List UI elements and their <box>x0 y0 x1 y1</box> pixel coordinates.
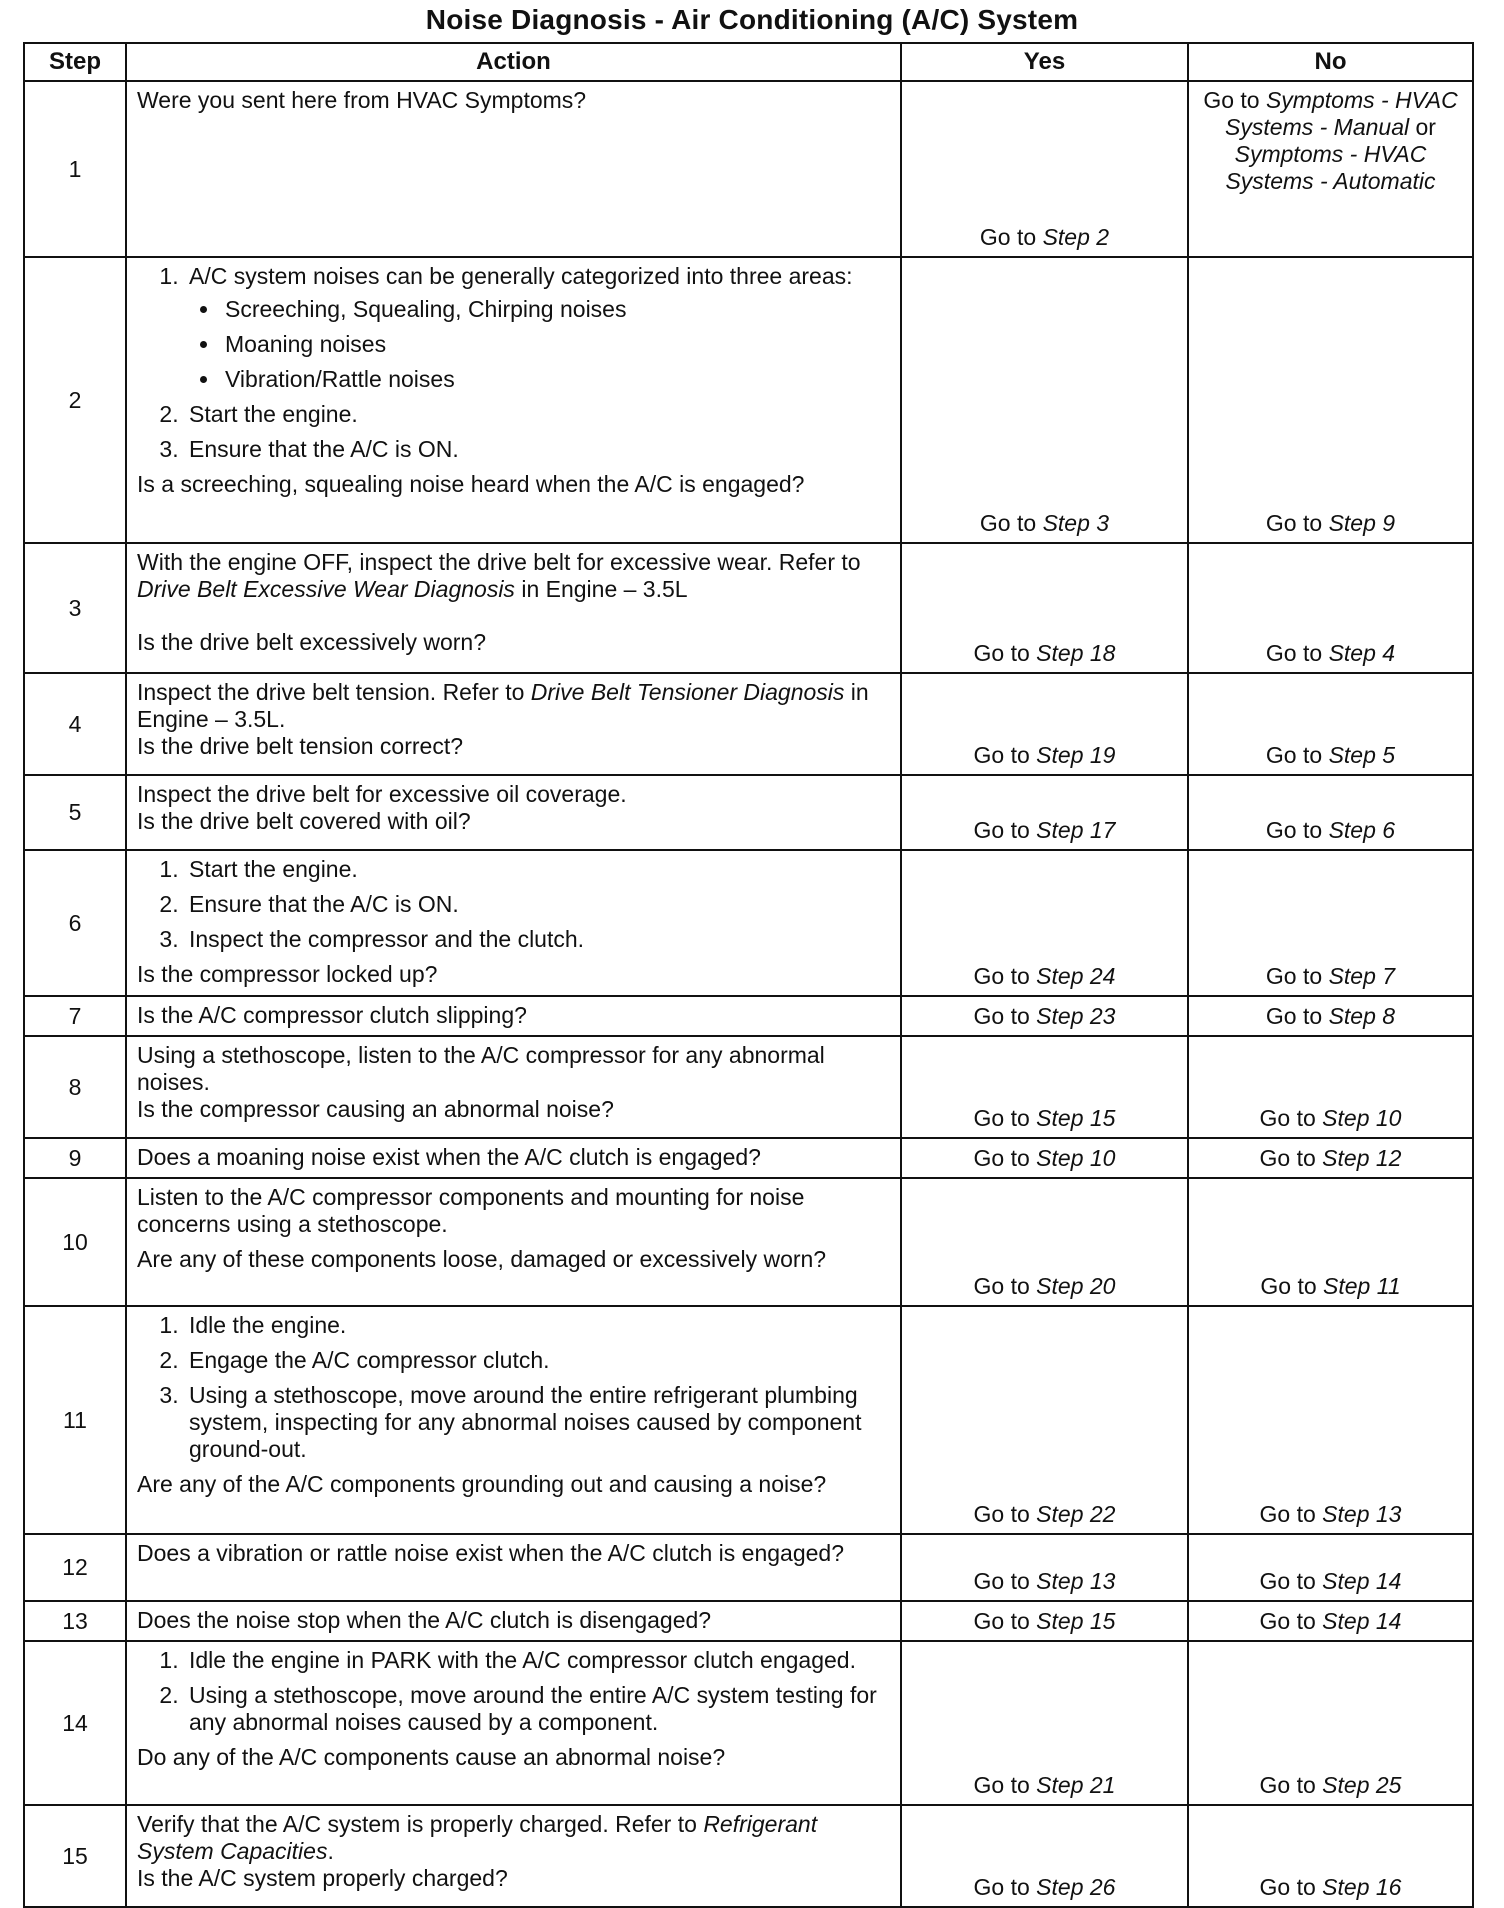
goto-text: Go to <box>1259 1501 1316 1527</box>
document-reference: Refrigerant System Capacities <box>137 1811 818 1864</box>
action-cell <box>126 850 901 996</box>
procedure-item: 2. Start the engine. <box>185 401 890 428</box>
instruction-part: in Engine – 3.5L. <box>137 679 869 732</box>
question-text: Are any of these components loose, damaged or excessively worn? <box>137 1246 827 1272</box>
procedure-item: 2. Ensure that the A/C is ON. <box>185 891 890 918</box>
procedure-item: 3. Using a stethoscope, move around the entire refrigerant plumbing system, inspecting for any abnormal noises caused by component ground-out. <box>185 1382 890 1463</box>
goto-text: Go to <box>1265 1003 1323 1029</box>
instruction-part: . <box>327 1838 334 1864</box>
instruction-text: Listen to the A/C compressor components and mounting for noise concerns using a stethoscope. <box>137 1184 805 1237</box>
step-reference: Step 19 <box>1036 742 1116 768</box>
goto-text: Go to <box>1203 87 1260 113</box>
question-text: Is the drive belt excessively worn? <box>137 629 486 655</box>
step-reference: Step 8 <box>1328 1003 1396 1029</box>
goto-text: Go to <box>1265 510 1323 536</box>
step-reference: Step 15 <box>1036 1105 1116 1131</box>
goto-text: Go to <box>1259 1568 1316 1594</box>
step-number: 4 <box>24 673 126 775</box>
instruction-text <box>137 679 890 733</box>
table-row <box>24 1534 1473 1601</box>
table-row <box>24 1178 1473 1306</box>
header-action: Action <box>126 43 901 81</box>
yes-cell <box>901 1178 1188 1306</box>
step-number: 14 <box>24 1641 126 1805</box>
step-reference: Step 5 <box>1328 742 1396 768</box>
no-cell <box>1188 850 1473 996</box>
question-text: Is the A/C compressor clutch slipping? <box>137 1002 527 1028</box>
instruction-part: in Engine – 3.5L <box>514 576 688 602</box>
document-reference: Drive Belt Tensioner Diagnosis <box>530 679 845 705</box>
step-number: 2 <box>24 257 126 543</box>
procedure-item: 1. Idle the engine in PARK with the A/C compressor clutch engaged. <box>185 1647 890 1674</box>
noise-category: • Moaning noises <box>221 331 890 358</box>
procedure-item: 2. Engage the A/C compressor clutch. <box>185 1347 890 1374</box>
yes-cell <box>901 775 1188 850</box>
no-cell <box>1188 1601 1473 1641</box>
goto-text: Go to <box>973 1568 1030 1594</box>
yes-cell <box>901 1036 1188 1138</box>
step-reference: Step 12 <box>1322 1145 1402 1171</box>
symptoms-manual-reference: Symptoms - HVAC Systems - Manual <box>1225 87 1458 140</box>
goto-text: Go to <box>973 1273 1030 1299</box>
yes-cell <box>901 1641 1188 1805</box>
step-reference: Step 7 <box>1328 963 1396 989</box>
step-reference: Step 14 <box>1322 1568 1402 1594</box>
step-reference: Step 10 <box>1322 1105 1402 1131</box>
step-reference: Step 11 <box>1323 1273 1401 1299</box>
table-row <box>24 1601 1473 1641</box>
yes-cell <box>901 850 1188 996</box>
action-cell <box>126 1641 901 1805</box>
goto-text: Go to <box>1259 1145 1316 1171</box>
step-reference: Step 9 <box>1328 510 1396 536</box>
step-number: 12 <box>24 1534 126 1601</box>
instruction-text: Using a stethoscope, listen to the A/C compressor for any abnormal noises. <box>137 1042 825 1095</box>
step-reference: Step 15 <box>1036 1608 1116 1634</box>
action-cell <box>126 81 901 257</box>
goto-text: Go to <box>979 510 1037 536</box>
question-text: Does the noise stop when the A/C clutch is disengaged? <box>137 1607 712 1633</box>
instruction-text: Inspect the drive belt for excessive oil coverage. <box>137 781 627 807</box>
procedure-item: 1. Idle the engine. <box>185 1312 890 1339</box>
goto-text: Go to <box>1265 817 1323 843</box>
question-text: Were you sent here from HVAC Symptoms? <box>137 87 587 113</box>
table-row <box>24 1805 1473 1907</box>
procedure-list <box>137 1647 890 1736</box>
no-cell <box>1188 1641 1473 1805</box>
goto-text: Go to <box>973 1874 1030 1900</box>
question-text: Does a moaning noise exist when the A/C clutch is engaged? <box>137 1144 761 1170</box>
goto-text: Go to <box>973 640 1030 666</box>
table-row <box>24 850 1473 996</box>
yes-cell <box>901 1805 1188 1907</box>
step-number: 15 <box>24 1805 126 1907</box>
instruction-text <box>137 549 890 603</box>
step-number: 11 <box>24 1306 126 1534</box>
or-text: or <box>1409 114 1436 140</box>
goto-text: Go to <box>973 1003 1030 1029</box>
step-reference: Step 18 <box>1036 640 1116 666</box>
table-row <box>24 1641 1473 1805</box>
question-text: Is the A/C system properly charged? <box>137 1865 508 1891</box>
action-cell <box>126 673 901 775</box>
page-title: Noise Diagnosis - Air Conditioning (A/C) System <box>425 4 1079 35</box>
step-number: 13 <box>24 1601 126 1641</box>
no-cell <box>1188 1805 1473 1907</box>
step-number: 7 <box>24 996 126 1036</box>
symptoms-automatic-reference: Symptoms - HVAC Systems - Automatic <box>1225 141 1436 194</box>
action-cell <box>126 1036 901 1138</box>
goto-text: Go to <box>973 1608 1030 1634</box>
step-number: 9 <box>24 1138 126 1178</box>
table-row <box>24 996 1473 1036</box>
action-cell <box>126 1306 901 1534</box>
goto-text: Go to <box>979 224 1037 250</box>
step-reference: Step 17 <box>1036 817 1116 843</box>
goto-text: Go to <box>1259 1874 1316 1900</box>
no-cell <box>1188 1534 1473 1601</box>
instruction-part: Verify that the A/C system is properly charged. Refer to <box>137 1811 704 1837</box>
step-reference: Step 14 <box>1322 1608 1402 1634</box>
table-row <box>24 81 1473 257</box>
goto-text: Go to <box>1259 1105 1316 1131</box>
procedure-item: 3. Inspect the compressor and the clutch. <box>185 926 890 953</box>
header-no: No <box>1188 43 1473 81</box>
goto-text: Go to <box>1265 640 1323 666</box>
table-row <box>24 673 1473 775</box>
table-row <box>24 257 1473 543</box>
question-text: Does a vibration or rattle noise exist when the A/C clutch is engaged? <box>137 1540 845 1566</box>
step-number: 3 <box>24 543 126 673</box>
action-cell <box>126 1805 901 1907</box>
step-reference: Step 24 <box>1036 963 1116 989</box>
procedure-item-text: A/C system noises can be generally categorized into three areas: <box>189 263 853 289</box>
step-reference: Step 4 <box>1328 640 1396 666</box>
step-number: 10 <box>24 1178 126 1306</box>
goto-text: Go to <box>1265 963 1323 989</box>
no-cell <box>1188 1138 1473 1178</box>
instruction-part: With the engine OFF, inspect the drive belt for excessive wear. Refer to <box>137 549 861 575</box>
action-cell <box>126 775 901 850</box>
yes-cell <box>901 1306 1188 1534</box>
diagnosis-table <box>23 42 1474 1908</box>
header-step: Step <box>24 43 126 81</box>
procedure-list <box>137 856 890 953</box>
step-number: 5 <box>24 775 126 850</box>
goto-text: Go to <box>973 742 1030 768</box>
goto-text: Go to <box>973 1105 1030 1131</box>
table-header-row <box>24 43 1473 81</box>
step-reference: Step 22 <box>1036 1501 1116 1527</box>
no-cell <box>1188 1036 1473 1138</box>
question-text: Do any of the A/C components cause an abnormal noise? <box>137 1744 726 1770</box>
yes-cell <box>901 1601 1188 1641</box>
goto-text: Go to <box>973 963 1030 989</box>
step-number: 1 <box>24 81 126 257</box>
action-cell <box>126 996 901 1036</box>
goto-text: Go to <box>1259 1772 1316 1798</box>
step-reference: Step 13 <box>1036 1568 1116 1594</box>
goto-text: Go to <box>973 1772 1030 1798</box>
table-row <box>24 1036 1473 1138</box>
no-cell <box>1188 673 1473 775</box>
yes-cell <box>901 81 1188 257</box>
step-reference: Step 2 <box>1042 224 1110 250</box>
procedure-item <box>185 263 890 393</box>
step-reference: Step 3 <box>1042 510 1110 536</box>
step-number: 8 <box>24 1036 126 1138</box>
goto-text: Go to <box>1259 1608 1316 1634</box>
step-number: 6 <box>24 850 126 996</box>
no-cell <box>1188 543 1473 673</box>
yes-cell <box>901 257 1188 543</box>
goto-text: Go to <box>973 1145 1030 1171</box>
table-row <box>24 775 1473 850</box>
goto-text: Go to <box>1260 1273 1317 1299</box>
yes-cell <box>901 996 1188 1036</box>
step-reference: Step 16 <box>1322 1874 1402 1900</box>
question-text: Is the compressor locked up? <box>137 961 438 987</box>
procedure-item: 3. Ensure that the A/C is ON. <box>185 436 890 463</box>
noise-category: • Screeching, Squealing, Chirping noises <box>221 296 890 323</box>
instruction-part: Inspect the drive belt tension. Refer to <box>137 679 531 705</box>
question-text: Is the drive belt tension correct? <box>137 733 463 759</box>
step-reference: Step 25 <box>1322 1772 1402 1798</box>
question-text: Is a screeching, squealing noise heard when the A/C is engaged? <box>137 471 805 497</box>
goto-text: Go to <box>1265 742 1323 768</box>
procedure-item: 2. Using a stethoscope, move around the entire A/C system testing for any abnormal noises caused by a component. <box>185 1682 890 1736</box>
yes-cell <box>901 673 1188 775</box>
question-text: Are any of the A/C components grounding out and causing a noise? <box>137 1471 827 1497</box>
step-reference: Step 6 <box>1328 817 1396 843</box>
step-reference: Step 21 <box>1036 1772 1116 1798</box>
no-cell <box>1188 775 1473 850</box>
noise-category: • Vibration/Rattle noises <box>221 366 890 393</box>
action-cell <box>126 1601 901 1641</box>
table-row <box>24 1306 1473 1534</box>
action-cell <box>126 1138 901 1178</box>
action-cell <box>126 1534 901 1601</box>
step-reference: Step 23 <box>1036 1003 1116 1029</box>
document-reference: Drive Belt Excessive Wear Diagnosis <box>137 576 515 602</box>
step-reference: Step 20 <box>1036 1273 1116 1299</box>
question-text: Is the compressor causing an abnormal noise? <box>137 1096 614 1122</box>
table-row <box>24 1138 1473 1178</box>
no-cell <box>1188 257 1473 543</box>
noise-categories-list <box>189 296 890 393</box>
step-reference: Step 13 <box>1322 1501 1402 1527</box>
procedure-list <box>137 1312 890 1463</box>
instruction-text <box>137 1811 890 1865</box>
no-cell <box>1188 1178 1473 1306</box>
yes-cell <box>901 543 1188 673</box>
no-cell <box>1188 1306 1473 1534</box>
step-reference: Step 26 <box>1036 1874 1116 1900</box>
goto-text: Go to <box>973 817 1030 843</box>
yes-cell <box>901 1534 1188 1601</box>
action-cell <box>126 257 901 543</box>
yes-cell <box>901 1138 1188 1178</box>
goto-text: Go to <box>973 1501 1030 1527</box>
header-yes: Yes <box>901 43 1188 81</box>
no-cell <box>1188 996 1473 1036</box>
action-cell <box>126 543 901 673</box>
question-text: Is the drive belt covered with oil? <box>137 808 471 834</box>
action-cell <box>126 1178 901 1306</box>
procedure-list <box>137 263 890 463</box>
no-cell <box>1188 81 1473 257</box>
procedure-item: 1. Start the engine. <box>185 856 890 883</box>
table-row <box>24 543 1473 673</box>
step-reference: Step 10 <box>1036 1145 1116 1171</box>
